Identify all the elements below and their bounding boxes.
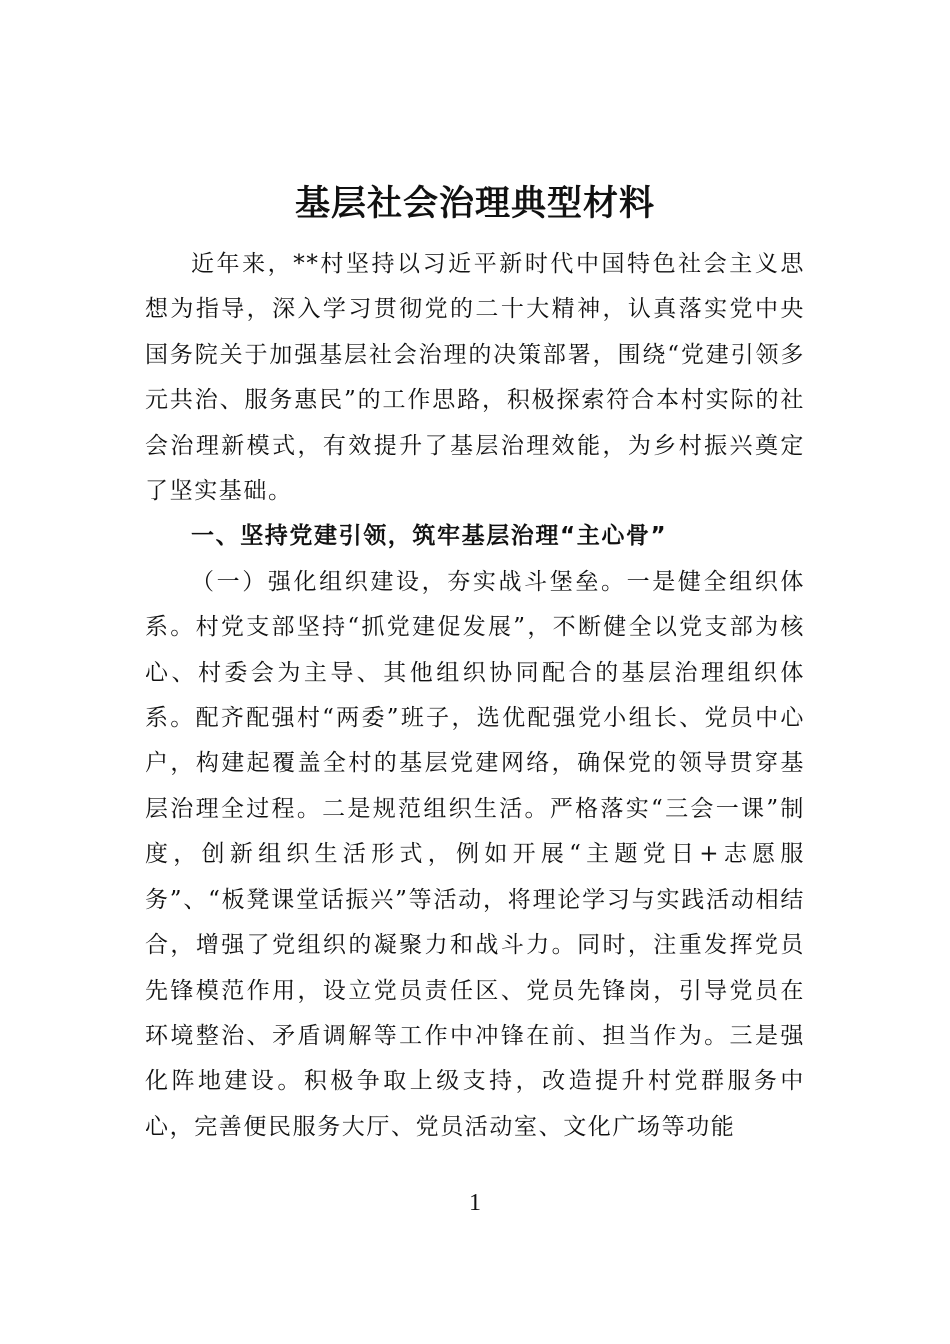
- intro-paragraph: 近年来，**村坚持以习近平新时代中国特色社会主义思想为指导，深入学习贯彻党的二十大精神，认真落实党中央国务院关于加强基层社会治理的决策部署，围绕“党建引领多元共治、服务惠民”的工作思路，积极探索符合本村实际的社会治理新模式，有效提升了基层治理效能，为乡村振兴奠定了坚实基础。: [145, 251, 805, 505]
- document-title: 基层社会治理典型材料: [294, 183, 655, 224]
- document-body: [145, 242, 805, 1150]
- section-1-paragraph: （一）强化组织建设，夯实战斗堡垒。一是健全组织体系。村党支部坚持“抓党建促发展”，不断健全以党支部为核心、村委会为主导、其他组织协同配合的基层治理组织体系。配齐配强村“两委”班子，选优配强党小组长、党员中心户，构建起覆盖全村的基层党建网络，确保党的领导贯穿基层治理全过程。二是规范组织生活。严格落实“三会一课”制度，创新组织生活形式，例如开展“主题党日+志愿服务”、“板凳课堂话振兴”等活动，将理论学习与实践活动相结合，增强了党组织的凝聚力和战斗力。同时，注重发挥党员先锋模范作用，设立党员责任区、党员先锋岗，引导党员在环境整治、矛盾调解等工作中冲锋在前、担当作为。三是强化阵地建设。积极争取上级支持，改造提升村党群服务中心，完善便民服务大厅、党员活动室、文化广场等功能: [145, 568, 805, 1140]
- section-1-heading: 一、坚持党建引领，筑牢基层治理“主心骨”: [191, 523, 668, 550]
- page-number: 1: [469, 1190, 481, 1216]
